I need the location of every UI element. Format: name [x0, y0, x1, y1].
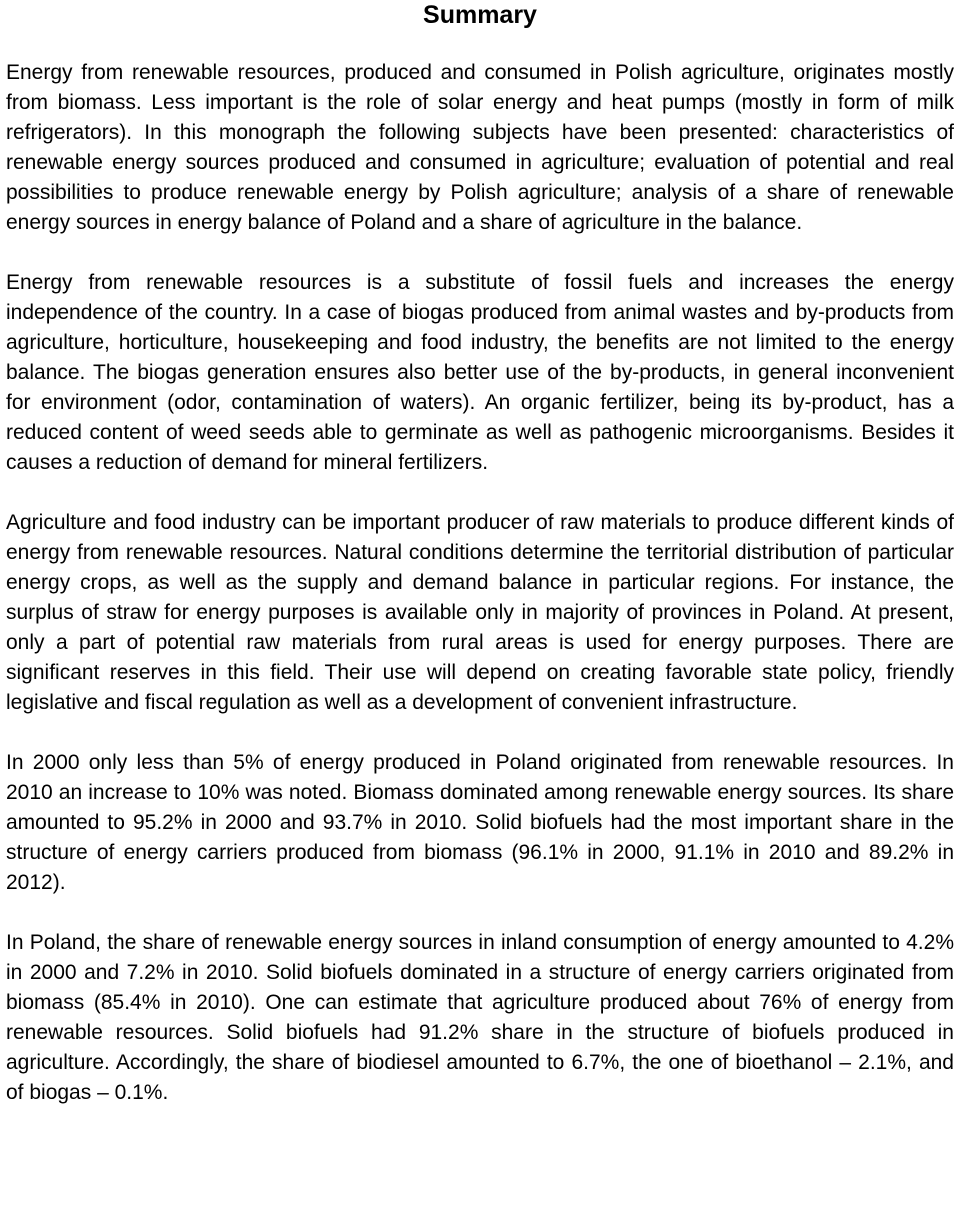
paragraph-3: Agriculture and food industry can be important producer of raw materials to produce different kinds of energy from renewable resources. Natural conditions determine the territorial distribution of particular energy crops, as well as the supply and demand balance in particular regions. For instance, the surplus of straw for energy purposes is available only in majority of provinces in Poland. At present, only a part of potential raw materials from rural areas is used for energy purposes. There are significant reserves in this field. Their use will depend on creating favorable state policy, friendly legislative and fiscal regulation as well as a development of convenient infrastructure. [6, 511, 954, 714]
paragraph-2: Energy from renewable resources is a substitute of fossil fuels and increases the energy independence of the country. In a case of biogas produced from animal wastes and by-products from agriculture, horticulture, housekeeping and food industry, the benefits are not limited to the energy balance. The biogas generation ensures also better use of the by-products, in general inconvenient for environment (odor, contamination of waters). An organic fertilizer, being its by-product, has a reduced content of weed seeds able to germinate as well as pathogenic microorganisms. Besides it causes a reduction of demand for mineral fertilizers. [6, 271, 954, 474]
paragraph-1: Energy from renewable resources, produced and consumed in Polish agriculture, originates mostly from biomass. Less important is the role of solar energy and heat pumps (mostly in form of milk refrigerators). In this monograph the following subjects have been presented: characteristics of renewable energy sources produced and consumed in agriculture; evaluation of potential and real possibilities to produce renewable energy by Polish agriculture; analysis of a share of renewable energy sources in energy balance of Poland and a share of agriculture in the balance. [6, 61, 954, 234]
paragraph-5: In Poland, the share of renewable energy sources in inland consumption of energy amounted to 4.2% in 2000 and 7.2% in 2010. Solid biofuels dominated in a structure of energy carriers originated from biomass (85.4% in 2010). One can estimate that agriculture produced about 76% of energy from renewable resources. Solid biofuels had 91.2% share in the structure of biofuels produced in agriculture. Accordingly, the share of biodiesel amounted to 6.7%, the one of bioethanol – 2.1%, and of biogas – 0.1%. [6, 931, 954, 1104]
page-title: Summary [423, 1, 537, 29]
paragraph-4: In 2000 only less than 5% of energy produced in Poland originated from renewable resources. In 2010 an increase to 10% was noted. Biomass dominated among renewable energy sources. Its share amounted to 95.2% in 2000 and 93.7% in 2010. Solid biofuels had the most important share in the structure of energy carriers produced from biomass (96.1% in 2000, 91.1% in 2010 and 89.2% in 2012). [6, 751, 954, 894]
